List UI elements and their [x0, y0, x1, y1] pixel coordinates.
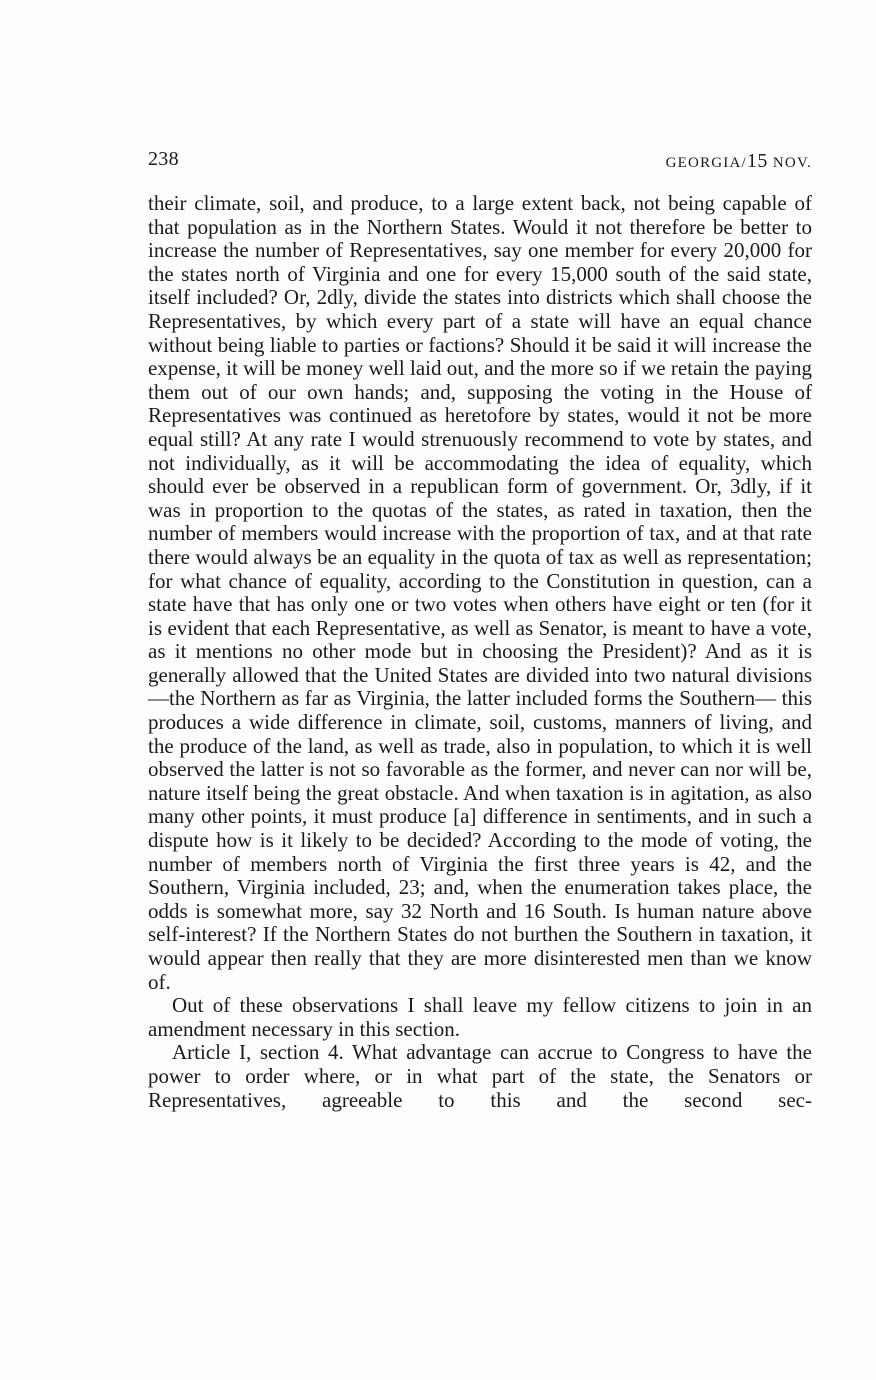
paragraph-observations: Out of these observations I shall leave my fellow citizens to join in an amendment necessary in this section.: [148, 993, 812, 1041]
body-text: [148, 192, 812, 1112]
page-header: [148, 148, 812, 174]
running-head: GEORGIA/15 NOV.: [665, 150, 812, 172]
running-head-day: 15: [746, 150, 768, 172]
page-number: 238: [148, 148, 179, 170]
running-head-state: GEORGIA: [665, 155, 742, 171]
paragraph-article-1-section-4: Article I, section 4. What advantage can accrue to Congress to have the power to order where, or in what part of the state, the Senators or Representatives, agreeable to this and the second sec-: [148, 1040, 812, 1112]
running-head-month: NOV.: [772, 155, 812, 171]
paragraph-continuation: their climate, soil, and produce, to a large extent back, not being capable of that population as in the Northern States. Would it not therefore be better to increase the number of Representatives, say one member for every 20,000 for the states north of Virginia and one for every 15,000 south of the said state, itself included? Or, 2dly, divide the states into districts which shall choose the Representatives, by which every part of a state will have an equal chance without being liable to parties or factions? Should it be said it will increase the expense, it will be money well laid out, and the more so if we retain the paying them out of our own hands; and, supposing the voting in the House of Representatives was continued as heretofore by states, would it not be more equal still? At any rate I would strenuously recommend to vote by states, and not individually, as it will be accommodating the idea of equality, which should ever be observed in a republican form of government. Or, 3dly, if it was in proportion to the quotas of the states, as rated in taxation, then the number of members would increase with the proportion of tax, and at that rate there would always be an equality in the quota of tax as well as representation; for what chance of equality, according to the Constitution in question, can a state have that has only one or two votes when others have eight or ten (for it is evident that each Representative, as well as Senator, is meant to have a vote, as it mentions no other mode but in choosing the President)? And as it is generally allowed that the United States are divided into two natural divisions—the Northern as far as Virginia, the latter included forms the Southern— this produces a wide difference in climate, soil, customs, manners of living, and the produce of the land, as well as trade, also in population, to which it is well observed the latter is not so favorable as the former, and never can nor will be, nature itself being the great obstacle. And when taxation is in agitation, as also many other points, it must produce [a] difference in sentiments, and in such a dispute how is it likely to be decided? According to the mode of voting, the number of members north of Virginia the first three years is 42, and the Southern, Virginia included, 23; and, when the enumeration takes place, the odds is somewhat more, say 32 North and 16 South. Is human nature above self-interest? If the Northern States do not burthen the Southern in taxation, it would appear then really that they are more disinterested men than we know of.: [148, 191, 812, 994]
